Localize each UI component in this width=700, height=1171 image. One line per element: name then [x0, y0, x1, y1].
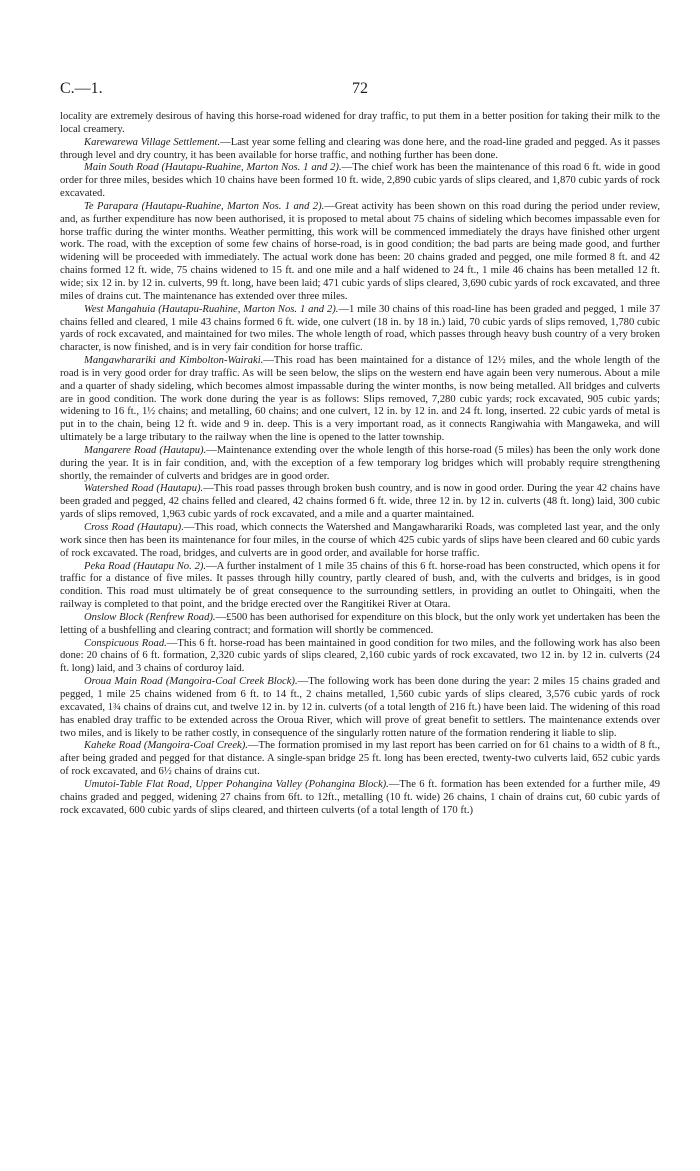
paragraph-title: Main South Road (Hautapu-Ruahine, Marton Nos. 1 and 2). [84, 162, 342, 174]
paragraph-text: —Last year some felling and clearing was done here, and the road-line graded and pegged. As it passes through level and dry country, it has been available for horse traffic, and nothing further has been done. [60, 136, 660, 161]
paragraph-text: —The 6 ft. formation has been extended for a further mile, 49 chains graded and pegged, widening 27 chains from 6ft. to 12ft., metalling (10 ft. wide) 26 chains, 1 chain of drains cut, 60 cubic yards of rock excavated, 600 cubic yards of slips cleared, and thirteen culverts (of a total length of 170 ft.) [60, 778, 660, 816]
paragraph-text: —£500 has been authorised for expenditure on this block, but the only work yet undertaken has been the letting of a bushfelling and clearing contract; and formation will shortly be commenced. [60, 611, 660, 636]
paragraph [60, 137, 660, 163]
paragraph [60, 111, 660, 137]
paragraph [60, 355, 660, 445]
paragraph-title: Karewarewa Village Settlement. [84, 136, 221, 148]
paragraph-text: —The following work has been done during the year: 2 miles 15 chains graded and pegged, 1 mile 25 chains widened from 6 ft. to 14 ft., 2 chains metalled, 1,560 cubic yards of slips cleared, 3,576 cubic yards of rock excavated, 1¾ chains of drains cut, and twelve 12 in. by 12 in. culverts (of a total length of 216 ft.) have been laid. The widening of this road has enabled dray traffic to be extended across the Oroua River, which will prove of great benefit to settlers. The maintenance extends over two miles, and is likely to be rather costly, in consequence of the singularly rotten nature of the formation rendering it liable to slip. [60, 676, 661, 739]
paragraph-title: Watershed Road (Hautapu). [84, 483, 204, 495]
paragraph-title: West Mangahuia (Hautapu-Ruahine, Marton Nos. 1 and 2). [84, 303, 339, 315]
paragraph-text: —A further instalment of 1 mile 35 chains of this 6 ft. horse-road has been constructed, which opens it for traffic for a distance of five miles. It passes through hilly country, partly cleared of bush, and, with the culverts and bridges, is in good condition. This road must ultimately be of great consequence to the surrounding settlers, in providing an outlet to Ohingaiti, when the railway is completed to that point, and the bridge erected over the Rangitikei River at Otara. [60, 560, 660, 611]
paragraph [60, 779, 660, 818]
paragraph [60, 740, 660, 779]
paragraph [60, 445, 660, 484]
paragraph-text: —This road, which connects the Watershed and Mangawharariki Roads, was completed last year, and the only work since then has been its maintenance for four miles, in the course of which 425 cubic yards of slips have been cleared and 60 cubic yards of rock excavated. The road, bridges, and culverts are in good order, and available for horse traffic. [60, 522, 660, 559]
paragraph-text: —This road has been maintained for a distance of 12½ miles, and the whole length of the road is in very good order for dray traffic. As will be seen below, the slips on the western end have again been very numerous. About a mile and a quarter of shady sideling, which becomes almost impassable during the winter months, is now being metalled. All bridges and culverts are in good condition. The work done during the year is as follows: Slips removed, 7,280 cubic yards; rock excavated, 905 cubic yards; widening to 16 ft., 1½ chains; and metalling, 60 chains; and one culvert, 12 in. by 12 in. and 24 ft. long, inserted. 22 cubic yards of metal is put in to the chain, being 12 ft. wide and 9 in. deep. This is a very important road, as it connects Rangiwahia with Mangaweka, and will ultimately be a large tributary to the railway when the line is opened to the latter township. [60, 355, 660, 444]
paragraph-title: Mangawharariki and Kimbolton-Wairaki. [84, 355, 264, 367]
paragraph [60, 162, 660, 201]
paragraph-text: —Maintenance extending over the whole length of this horse-road (5 miles) has been the only work done during the year. It is in fair condition, and, with the exception of a few temporary log bridges which will probably require strengthening shortly, the remainder of culverts and bridges are in good order. [60, 444, 660, 482]
page-number: 72 [352, 80, 368, 97]
paragraph-title: Conspicuous Road. [84, 637, 167, 649]
paragraph-title: Oroua Main Road (Mangoira-Coal Creek Block). [84, 676, 298, 688]
paragraph-text: locality are extremely desirous of having this horse-road widened for dray traffic, to put them in a better position for taking their milk to the local creamery. [60, 111, 660, 135]
section-reference: C.—1. [60, 80, 103, 97]
page-header [60, 80, 660, 102]
paragraph-text: —This 6 ft. horse-road has been maintained in good condition for two miles, and the following work has also been done: 20 chains of 6 ft. formation, 2,320 cubic yards of slips cleared, 2,160 cubic yards of rock excavated, two 12 in. by 12 in. culverts (24 ft. long) laid, and 3 chains of corduroy laid. [60, 637, 660, 675]
paragraph-text: —This road passes through broken bush country, and is now in good order. During the year 42 chains have been graded and pegged, 42 chains felled and cleared, 42 chains formed 6 ft. wide, three 12 in. by 12 in. culverts (48 ft. long) laid, 300 cubic yards of slips removed, 1,963 cubic yards of rock excavated, and a mile and a quarter maintained. [60, 483, 660, 521]
paragraph [60, 676, 660, 740]
paragraph [60, 522, 660, 561]
paragraph-text: —The chief work has been the maintenance of this road 6 ft. wide in good order for three miles, besides which 10 chains have been formed 10 ft. wide, 2,890 cubic yards of slips cleared, and 1,870 cubic yards of rock excavated. [60, 162, 660, 200]
paragraph-title: Onslow Block (Renfrew Road). [84, 611, 216, 623]
paragraph-title: Kaheke Road (Mangoira-Coal Creek). [84, 740, 248, 752]
paragraph-title: Mangarere Road (Hautapu). [84, 444, 207, 456]
paragraph-title: Te Parapara (Hautapu-Ruahine, Marton Nos. 1 and 2). [84, 200, 325, 212]
paragraph [60, 612, 660, 638]
page-body [60, 111, 660, 817]
paragraph [60, 561, 660, 612]
paragraph [60, 638, 660, 677]
paragraph-text: —1 mile 30 chains of this road-line has been graded and pegged, 1 mile 37 chains felled and cleared, 1 mile 43 chains formed 6 ft. wide, one culvert (18 in. by 18 in.) laid, 70 cubic yards of slips removed, 1,780 cubic yards of rock excavated, and maintained for two miles. The whole length of road, which passes through heavy bush country of a very broken character, is now finished, and is in very fair condition for horse traffic. [60, 303, 660, 354]
paragraph [60, 483, 660, 522]
paragraph-title: Peka Road (Hautapu No. 2). [84, 560, 207, 572]
paragraph-title: Cross Road (Hautapu). [84, 522, 184, 533]
paragraph [60, 201, 660, 304]
paragraph-title: Umutoi-Table Flat Road, Upper Pohangina Valley (Pohangina Block). [84, 778, 389, 790]
paragraph [60, 304, 660, 355]
paragraph-text: —The formation promised in my last report has been carried on for 61 chains to a width of 8 ft., after being graded and pegged for that distance. A single-span bridge 25 ft. long has been erected, twenty-two culverts laid, 652 cubic yards of rock excavated, and 6½ chains of drains cut. [60, 740, 660, 778]
paragraph-text: —Great activity has been shown on this road during the period under review, and, as further expenditure has now been authorised, it is proposed to metal about 75 chains of sideling which becomes impassable even for horse traffic during the winter months. Weather permitting, this work will be commenced immediately the drays have finished other urgent work. The road, with the exception of some few chains of horse-road, is in good condition; the bad parts are being made good, and further widening will be proceeded with immediately. The actual work done has been: 20 chains graded and pegged, one mile formed 8 ft. and 42 chains formed 12 ft. wide, 75 chains widened to 15 ft. and one mile and a half widened to 24 ft., 1 mile 46 chains has been metalled 12 ft. wide; six 12 in. by 12 in. culverts, 99 ft. long, have been laid; 471 cubic yards of slips cleared, 3,690 cubic yards of rock excavated, and three miles of drains cut. The maintenance has extended over three miles. [60, 200, 660, 302]
